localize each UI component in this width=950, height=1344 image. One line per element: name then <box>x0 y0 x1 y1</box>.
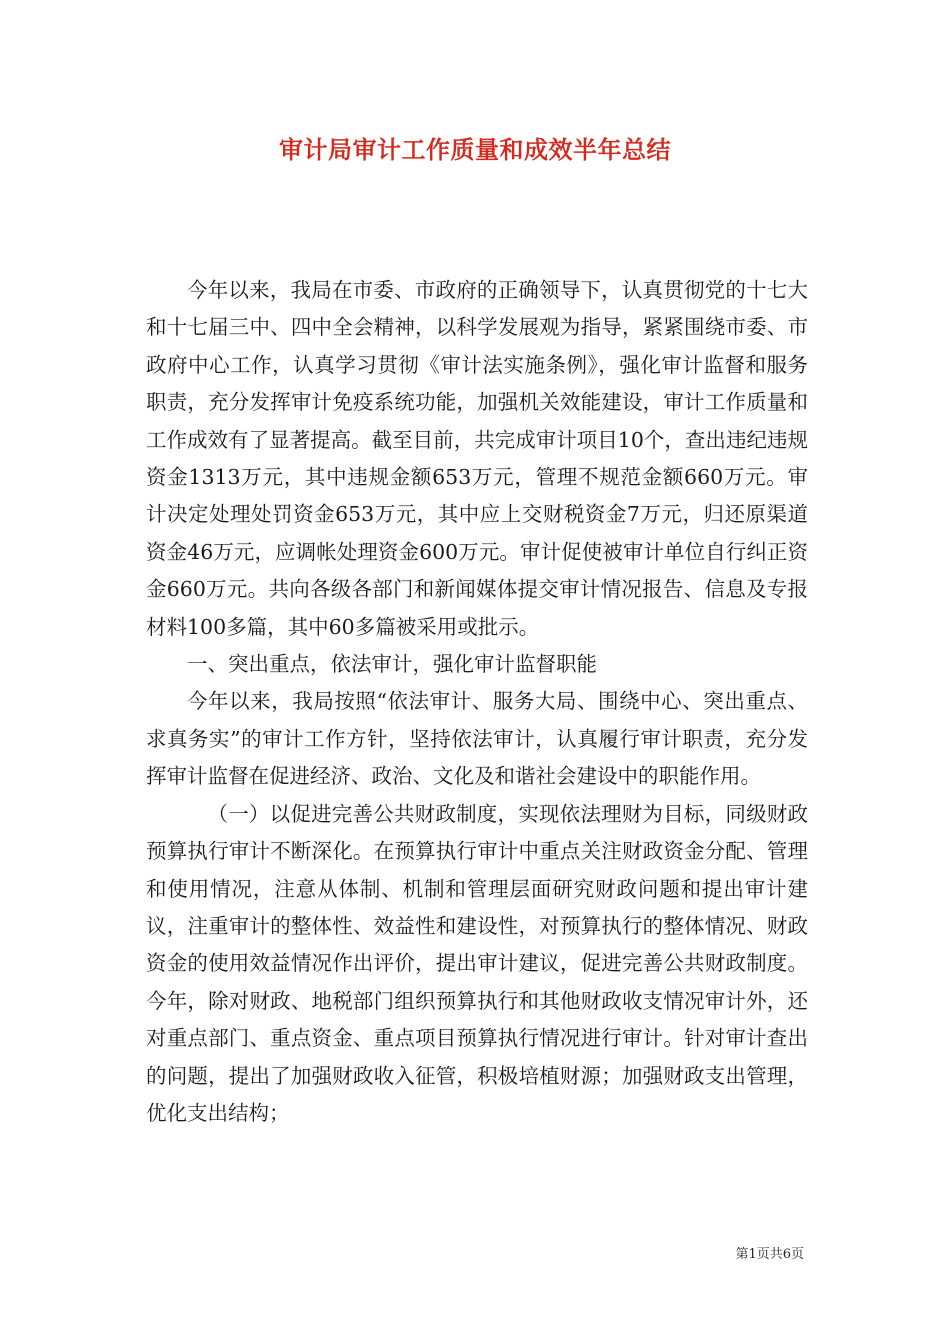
page-number: 第1页共6页 <box>735 1247 804 1262</box>
section-1-paragraph: 今年以来，我局按照“依法审计、服务大局、围绕中心、突出重点、求真务实”的审计工作方针，坚持依法审计，认真履行审计职责，充分发挥审计监督在促进经济、政治、文化及和谐社会建设中的职能作用。 <box>146 689 808 789</box>
subsection-1-paragraph: （一）以促进完善公共财政制度，实现依法理财为目标，同级财政预算执行审计不断深化。在预算执行审计中重点关注财政资金分配、管理和使用情况，注意从体制、机制和管理层面研究财政问题和提出审计建议，注重审计的整体性、效益性和建设性，对预算执行的整体情况、财政资金的使用效益情况作出评价，提出审计建议，促进完善公共财政制度。今年，除对财政、地税部门组织预算执行和其他财政收支情况审计外，还对重点部门、重点资金、重点项目预算执行情况进行审计。针对审计查出的问题，提出了加强财政收入征管，积极培植财源；加强财政支出管理，优化支出结构； <box>146 801 808 1125</box>
intro-paragraph: 今年以来，我局在市委、市政府的正确领导下，认真贯彻党的十七大和十七届三中、四中全会精神，以科学发展观为指导，紧紧围绕市委、市政府中心工作，认真学习贯彻《审计法实施条例》，强化审计监督和服务职责，充分发挥审计免疫系统功能，加强机关效能建设，审计工作质量和工作成效有了显著提高。截至目前，共完成审计项目10个，查出违纪违规资金1313万元，其中违规金额653万元，管理不规范金额660万元。审计决定处理处罚资金653万元，其中应上交财税资金7万元，归还原渠道资金46万元，应调帐处理资金600万元。审计促使被审计单位自行纠正资金660万元。共向各级各部门和新闻媒体提交审计情况报告、信息及专报材料100多篇，其中60多篇被采用或批示。 <box>146 278 808 639</box>
section-heading-1: 一、突出重点，依法审计，强化审计监督职能 <box>187 652 597 677</box>
document-body <box>146 272 808 1132</box>
document-title: 审计局审计工作质量和成效半年总结 <box>279 135 671 164</box>
